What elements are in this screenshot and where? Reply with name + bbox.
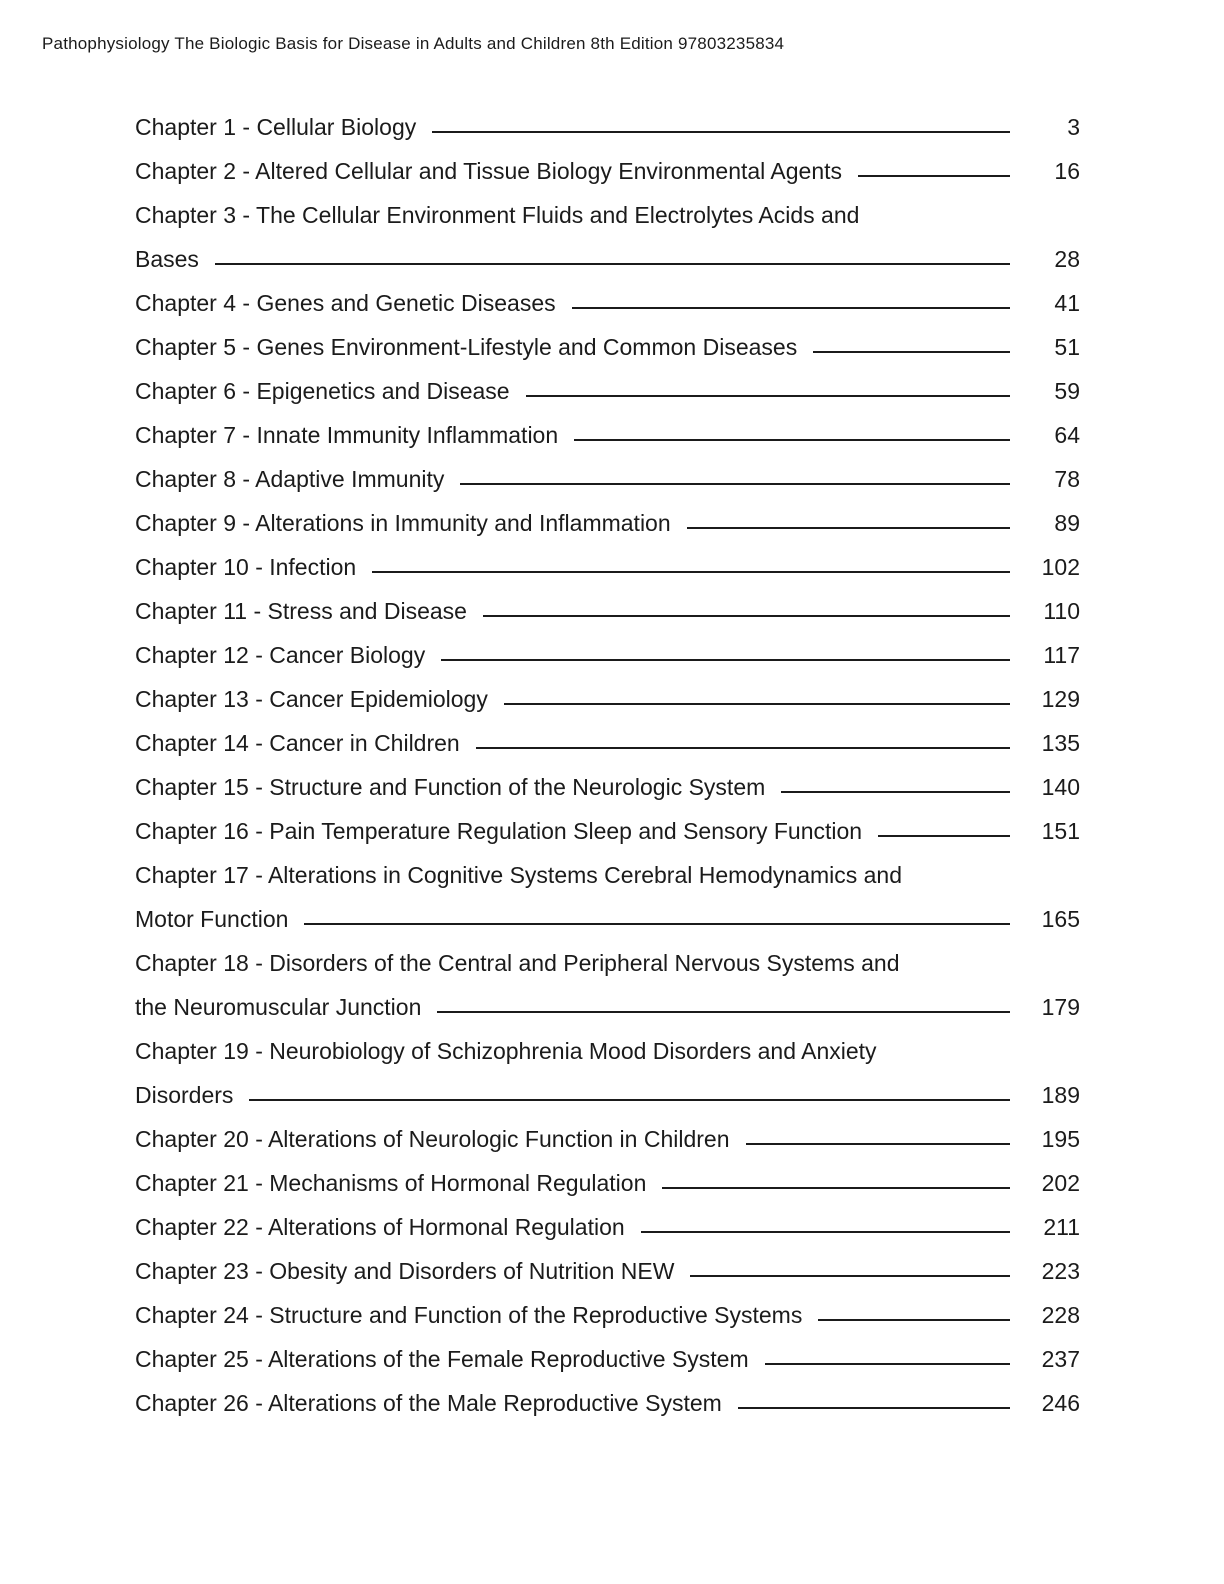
toc-row (135, 633, 1080, 677)
toc-row (135, 941, 1080, 985)
toc-row (135, 1073, 1080, 1117)
toc-row (135, 325, 1080, 369)
toc-leader-line (690, 1275, 1010, 1277)
toc-row (135, 677, 1080, 721)
toc-entry-title: Chapter 11 - Stress and Disease (135, 597, 467, 624)
toc-page-number: 78 (1054, 465, 1080, 492)
toc-page-number: 135 (1041, 729, 1080, 756)
toc-entry-title: Chapter 24 - Structure and Function of the Reproductive Systems (135, 1301, 803, 1328)
toc-row (135, 1205, 1080, 1249)
toc-leader-line (858, 175, 1010, 177)
toc-entry-title: Disorders (135, 1081, 234, 1108)
toc-row (135, 765, 1080, 809)
toc-page-number: 246 (1041, 1389, 1080, 1416)
toc-page-number: 16 (1054, 157, 1080, 184)
toc-row (135, 853, 1080, 897)
toc-entry-title: Bases (135, 245, 199, 272)
toc-leader-line (504, 703, 1010, 705)
toc-row (135, 501, 1080, 545)
toc-entry-title: Chapter 20 - Alterations of Neurologic Function in Children (135, 1125, 730, 1152)
toc-row (135, 193, 1080, 237)
toc-entry-title: Chapter 8 - Adaptive Immunity (135, 465, 445, 492)
toc-page-number: 129 (1041, 685, 1080, 712)
toc-leader-line (662, 1187, 1010, 1189)
toc-leader-line (572, 307, 1010, 309)
toc-row (135, 457, 1080, 501)
toc-row (135, 369, 1080, 413)
toc-leader-line (432, 131, 1010, 133)
toc-page-number: 64 (1054, 421, 1080, 448)
toc-page-number: 140 (1041, 773, 1080, 800)
toc-entry-title: Motor Function (135, 905, 289, 932)
toc-page-number: 117 (1043, 641, 1080, 668)
toc-row (135, 897, 1080, 941)
toc-leader-line (526, 395, 1010, 397)
toc-entry-title: Chapter 21 - Mechanisms of Hormonal Regulation (135, 1169, 647, 1196)
toc-entry-title: Chapter 1 - Cellular Biology (135, 113, 417, 140)
toc-leader-line (249, 1099, 1010, 1101)
toc-leader-line (437, 1011, 1010, 1013)
toc-page-number: 228 (1041, 1301, 1080, 1328)
toc-entry-title: Chapter 13 - Cancer Epidemiology (135, 685, 488, 712)
toc-entry-title: Chapter 12 - Cancer Biology (135, 641, 426, 668)
toc-row (135, 1117, 1080, 1161)
toc-page-number: 151 (1041, 817, 1080, 844)
toc-leader-line (215, 263, 1010, 265)
toc-page-number: 102 (1041, 553, 1080, 580)
toc-leader-line (372, 571, 1010, 573)
toc-entry-title: Chapter 22 - Alterations of Hormonal Regulation (135, 1213, 625, 1240)
toc-leader-line (818, 1319, 1010, 1321)
toc-row (135, 1161, 1080, 1205)
toc-leader-line (765, 1363, 1010, 1365)
toc-row (135, 413, 1080, 457)
toc-entry-title: Chapter 18 - Disorders of the Central and Peripheral Nervous Systems and (135, 949, 900, 976)
toc-row (135, 721, 1080, 765)
toc-leader-line (738, 1407, 1010, 1409)
toc-page-number: 28 (1054, 245, 1080, 272)
toc-entry-title: Chapter 14 - Cancer in Children (135, 729, 460, 756)
toc-entry-title: Chapter 5 - Genes Environment-Lifestyle and Common Diseases (135, 333, 798, 360)
toc-entry-title: Chapter 2 - Altered Cellular and Tissue Biology Environmental Agents (135, 157, 843, 184)
toc-page-number: 89 (1054, 509, 1080, 536)
toc-entry-title: Chapter 3 - The Cellular Environment Fluids and Electrolytes Acids and (135, 201, 860, 228)
toc-entry-title: Chapter 17 - Alterations in Cognitive Systems Cerebral Hemodynamics and (135, 861, 903, 888)
toc-row (135, 1293, 1080, 1337)
toc-entry-title: Chapter 19 - Neurobiology of Schizophrenia Mood Disorders and Anxiety (135, 1037, 877, 1064)
toc-entry-title: Chapter 9 - Alterations in Immunity and Inflammation (135, 509, 671, 536)
toc-entry-title: Chapter 15 - Structure and Function of the Neurologic System (135, 773, 766, 800)
toc-leader-line (476, 747, 1010, 749)
toc-row (135, 809, 1080, 853)
toc-page-number: 59 (1054, 377, 1080, 404)
toc-leader-line (483, 615, 1010, 617)
toc-row (135, 149, 1080, 193)
toc-leader-line (687, 527, 1010, 529)
toc-leader-line (304, 923, 1010, 925)
toc-page-number: 41 (1054, 289, 1080, 316)
toc-page-number: 189 (1041, 1081, 1080, 1108)
toc-leader-line (441, 659, 1010, 661)
toc-row (135, 105, 1080, 149)
toc-entry-title: Chapter 10 - Infection (135, 553, 357, 580)
toc-entry-title: Chapter 4 - Genes and Genetic Diseases (135, 289, 556, 316)
toc-leader-line (878, 835, 1010, 837)
toc-page-number: 237 (1041, 1345, 1080, 1372)
toc-leader-line (460, 483, 1010, 485)
toc-leader-line (641, 1231, 1010, 1233)
toc-page-number: 51 (1054, 333, 1080, 360)
toc-entry-title: the Neuromuscular Junction (135, 993, 422, 1020)
toc-page-number: 110 (1043, 597, 1080, 624)
toc-page-number: 211 (1043, 1213, 1080, 1240)
toc-row (135, 589, 1080, 633)
toc-list (135, 105, 1080, 1425)
toc-entry-title: Chapter 25 - Alterations of the Female Reproductive System (135, 1345, 749, 1372)
toc-row (135, 1029, 1080, 1073)
toc-row (135, 237, 1080, 281)
toc-row (135, 281, 1080, 325)
toc-leader-line (781, 791, 1010, 793)
toc-entry-title: Chapter 16 - Pain Temperature Regulation Sleep and Sensory Function (135, 817, 863, 844)
toc-row (135, 545, 1080, 589)
toc-leader-line (813, 351, 1010, 353)
toc-row (135, 1337, 1080, 1381)
toc-page-number: 3 (1067, 113, 1080, 140)
toc-leader-line (574, 439, 1010, 441)
toc-page-number: 202 (1041, 1169, 1080, 1196)
document-header-title: Pathophysiology The Biologic Basis for Disease in Adults and Children 8th Edition 97803235834 (42, 34, 785, 53)
toc-page-number: 223 (1041, 1257, 1080, 1284)
toc-page-number: 195 (1041, 1125, 1080, 1152)
toc-row (135, 1381, 1080, 1425)
toc-page-number: 165 (1041, 905, 1080, 932)
toc-page-number: 179 (1041, 993, 1080, 1020)
toc-row (135, 985, 1080, 1029)
toc-row (135, 1249, 1080, 1293)
toc-entry-title: Chapter 7 - Innate Immunity Inflammation (135, 421, 559, 448)
toc-leader-line (746, 1143, 1011, 1145)
toc-entry-title: Chapter 6 - Epigenetics and Disease (135, 377, 510, 404)
toc-entry-title: Chapter 26 - Alterations of the Male Reproductive System (135, 1389, 722, 1416)
toc-entry-title: Chapter 23 - Obesity and Disorders of Nutrition NEW (135, 1257, 675, 1284)
